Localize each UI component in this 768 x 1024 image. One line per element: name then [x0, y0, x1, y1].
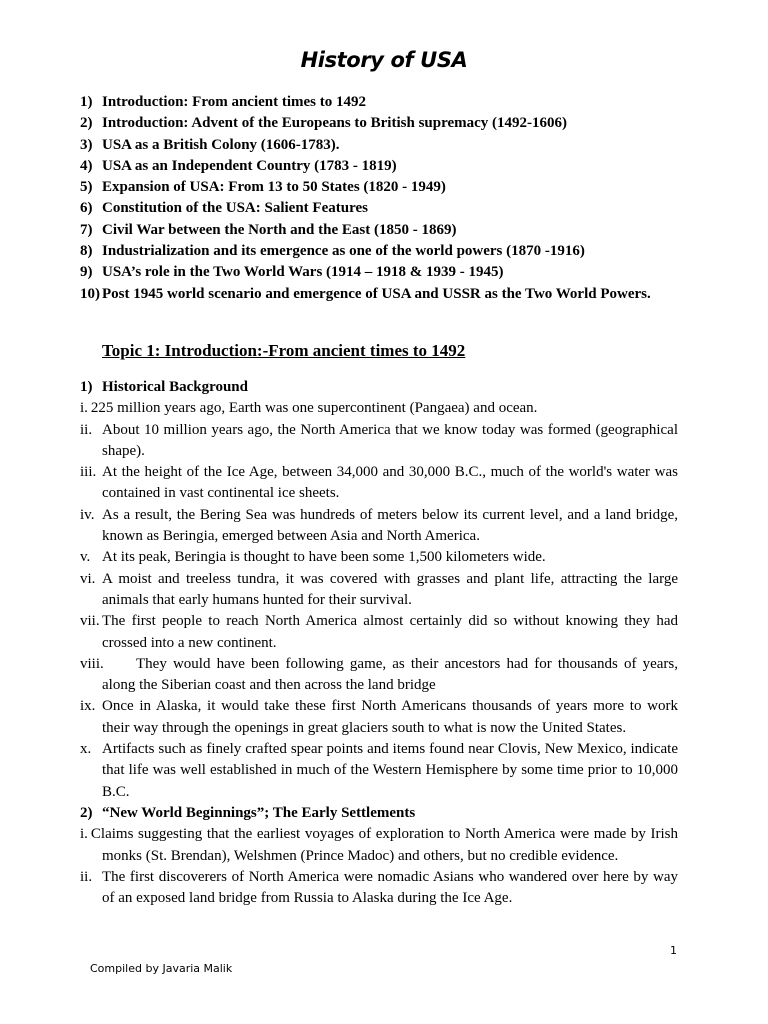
toc-item-number: 5) — [80, 179, 93, 196]
item-text: As a result, the Bering Sea was hundreds of meters below its current level, and a land bridge, known as Beringia, emerged between Asia and North America. — [102, 506, 678, 545]
item-text: A moist and treeless tundra, it was covered with grasses and plant life, attracting the large animals that early humans hunted for their survival. — [102, 570, 678, 608]
item-text: They would have been following game, as their ancestors had for thousands of years, along the Siberian coast and then across the land bridge — [102, 655, 678, 694]
item-text: Once in Alaska, it would take these first North Americans thousands of years more to work their way through the openings in great glaciers south to what is now the United States. — [102, 698, 678, 736]
list-item — [80, 611, 678, 654]
toc-item-number: 9) — [80, 264, 93, 281]
item-numeral: iv. — [80, 506, 95, 523]
list-item — [80, 505, 678, 548]
list-item — [80, 547, 678, 568]
item-numeral: v. — [80, 549, 91, 566]
list-item — [80, 696, 678, 739]
section-title: Historical Background — [102, 379, 248, 395]
toc-item — [80, 177, 678, 198]
toc-item-number: 3) — [80, 136, 93, 153]
list-item — [80, 420, 678, 463]
toc-item-text: Expansion of USA: From 13 to 50 States (1820 - 1949) — [102, 179, 446, 196]
footer-credit: Compiled by Javaria Malik — [90, 962, 233, 975]
toc-item — [80, 220, 678, 241]
table-of-contents — [80, 92, 678, 305]
item-text: At the height of the Ice Age, between 34,000 and 30,000 B.C., much of the world's water was contained in vast continental ice sheets. — [102, 464, 678, 502]
item-numeral: vii. — [80, 613, 100, 630]
toc-item-number: 1) — [80, 94, 93, 110]
item-numeral: iii. — [80, 464, 97, 481]
item-numeral: ii. — [80, 868, 93, 885]
item-text: Artifacts such as finely crafted spear points and items found near Clovis, New Mexico, indicate that life was well established in much of the Western Hemisphere by some time prior to 10,000 B.C. — [102, 741, 678, 800]
section-heading — [80, 803, 678, 824]
item-text: Claims suggesting that the earliest voyages of exploration to North America were made by Irish monks (St. Brendan), Welshmen (Prince Madoc) and others, but no credible evidence. — [90, 826, 678, 864]
toc-item — [80, 92, 678, 113]
toc-item-text: USA as an Independent Country (1783 - 1819) — [102, 157, 397, 174]
item-numeral: ix. — [80, 698, 96, 715]
topic-heading: Topic 1: Introduction:-From ancient times to 1492 — [102, 341, 466, 360]
toc-item — [80, 135, 678, 156]
toc-item-text: Civil War between the North and the East (1850 - 1869) — [102, 221, 457, 238]
toc-item — [80, 284, 678, 305]
toc-item-text: USA as a British Colony (1606-1783). — [102, 136, 340, 153]
toc-item-number: 2) — [80, 115, 93, 132]
section-heading — [80, 377, 678, 398]
toc-item-text: Constitution of the USA: Salient Features — [102, 200, 368, 217]
item-numeral: i. — [80, 400, 88, 417]
item-text: The first discoverers of North America were nomadic Asians who wandered over here by way of an exposed land bridge from Russia to Alaska during the Ice Age. — [102, 868, 678, 907]
toc-item — [80, 113, 678, 134]
item-text: 225 million years ago, Earth was one supercontinent (Pangaea) and ocean. — [90, 400, 538, 417]
item-text: About 10 million years ago, the North America that we know today was formed (geographical shape). — [102, 421, 678, 459]
item-numeral: x. — [80, 741, 92, 758]
toc-item-number: 10) — [80, 285, 100, 302]
list-item — [80, 462, 678, 505]
toc-item-number: 7) — [80, 221, 93, 238]
list-item — [80, 569, 678, 612]
toc-item-text: Post 1945 world scenario and emergence of USA and USSR as the Two World Powers. — [102, 285, 651, 302]
document-body — [80, 377, 678, 909]
toc-item — [80, 241, 678, 262]
toc-item — [80, 198, 678, 219]
list-item — [80, 398, 678, 419]
toc-item-text: Introduction: From ancient times to 1492 — [102, 94, 367, 110]
toc-item-number: 8) — [80, 243, 93, 260]
item-numeral: vi. — [80, 570, 96, 587]
toc-item-text: Industrialization and its emergence as one of the world powers (1870 -1916) — [102, 243, 585, 260]
section-number: 1) — [80, 379, 93, 395]
toc-item-text: USA’s role in the Two World Wars (1914 – 1918 & 1939 - 1945) — [102, 264, 504, 281]
list-item — [80, 739, 678, 803]
page-title: History of USA — [300, 48, 468, 72]
page-number: 1 — [670, 944, 677, 957]
item-numeral: viii. — [80, 655, 104, 672]
item-numeral: i. — [80, 826, 88, 843]
toc-item-text: Introduction: Advent of the Europeans to British supremacy (1492-1606) — [102, 115, 568, 132]
item-text: At its peak, Beringia is thought to have been some 1,500 kilometers wide. — [102, 549, 546, 566]
section-number: 2) — [80, 804, 93, 821]
section-title: “New World Beginnings”; The Early Settlements — [102, 804, 416, 821]
list-item — [80, 867, 678, 910]
toc-item-number: 6) — [80, 200, 93, 217]
list-item — [80, 824, 678, 867]
list-item — [80, 654, 678, 697]
toc-item — [80, 262, 678, 283]
toc-item — [80, 156, 678, 177]
item-text: The first people to reach North America almost certainly did so without knowing they had crossed into a new continent. — [102, 613, 678, 651]
item-numeral: ii. — [80, 421, 93, 438]
toc-item-number: 4) — [80, 157, 93, 174]
